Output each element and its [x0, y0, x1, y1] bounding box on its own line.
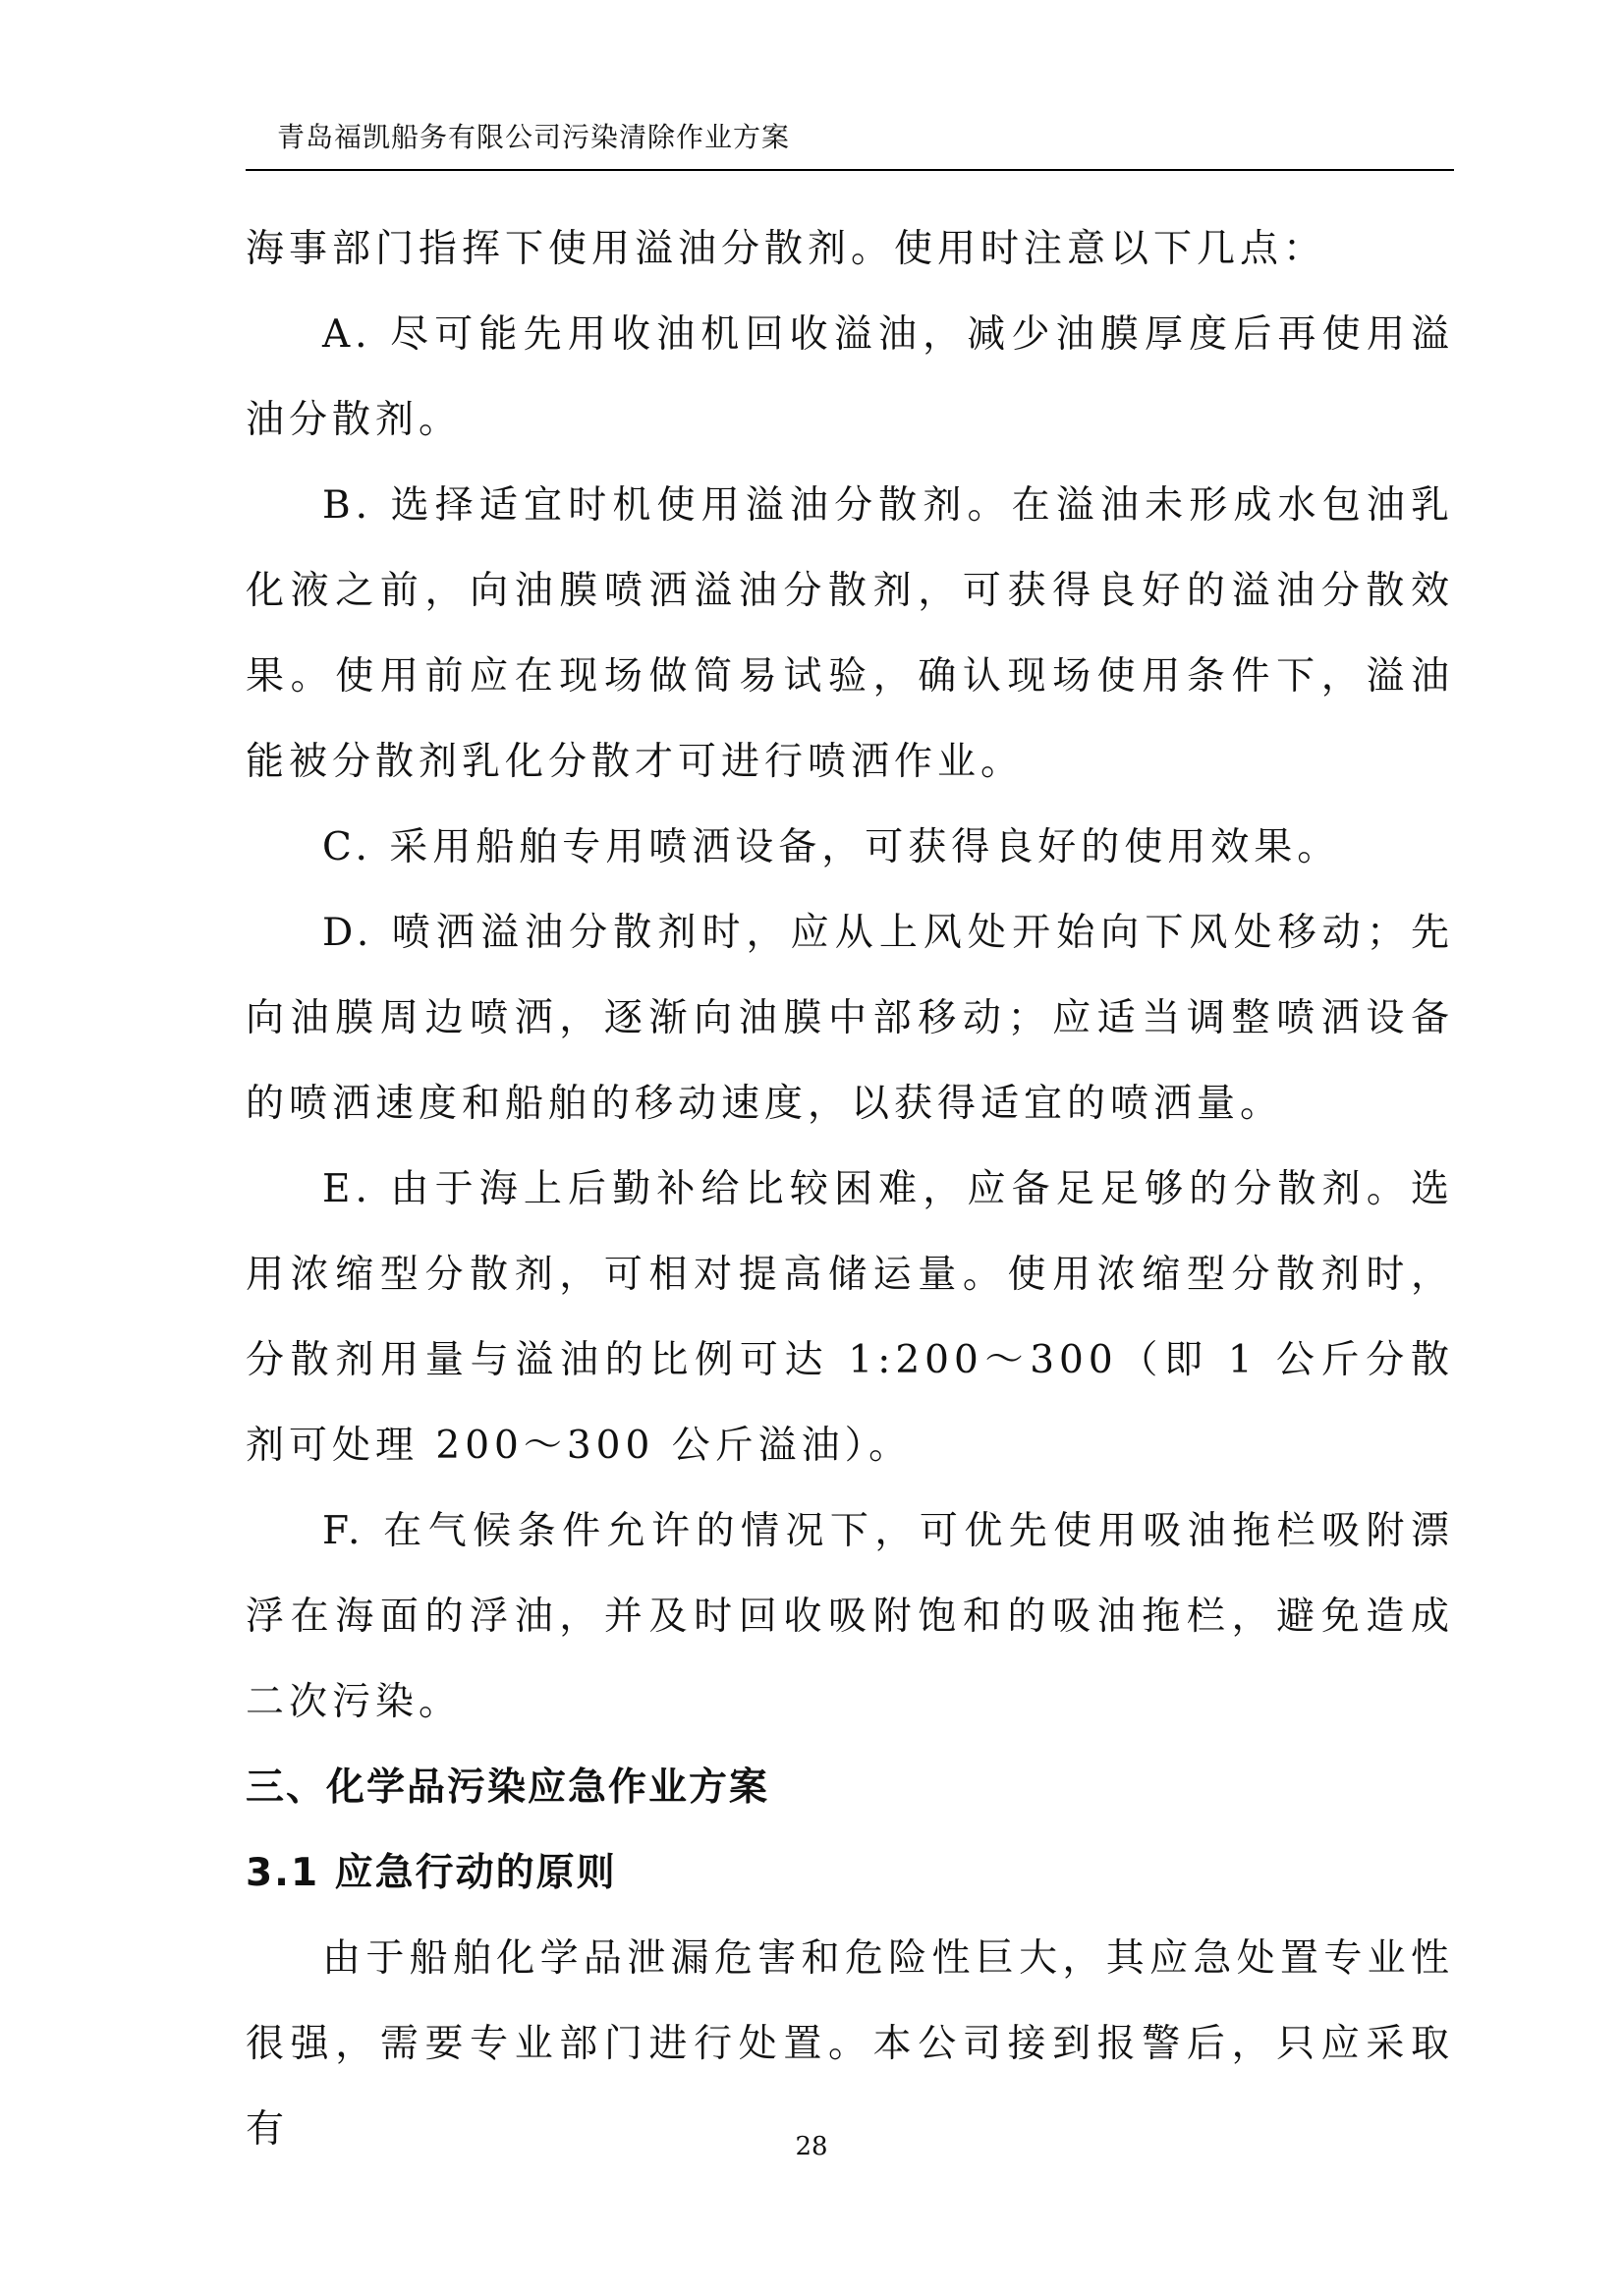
- paragraph-item-e: E. 由于海上后勤补给比较困难，应备足足够的分散剂。选用浓缩型分散剂，可相对提高储运量。使用浓缩型分散剂时，分散剂用量与溢油的比例可达 1:200～300（即 1 公斤分散剂可处理 200～300 公斤溢油）。: [246, 1167, 1454, 1468]
- page-number: 28: [795, 2132, 828, 2161]
- section-heading: 三、化学品污染应急作业方案: [246, 1765, 770, 1810]
- subsection-heading: 3.1 应急行动的原则: [246, 1851, 617, 1895]
- paragraph-item-d: D. 喷洒溢油分散剂时，应从上风处开始向下风处移动；先向油膜周边喷洒，逐渐向油膜中部移动；应适当调整喷洒设备的喷洒速度和船舶的移动速度，以获得适宜的喷洒量。: [246, 911, 1454, 1126]
- page-header: [246, 114, 1454, 171]
- document-body: [246, 206, 1454, 2172]
- paragraph-continuation: 海事部门指挥下使用溢油分散剂。使用时注意以下几点：: [246, 227, 1327, 271]
- paragraph-item-f: F. 在气候条件允许的情况下，可优先使用吸油拖栏吸附漂浮在海面的浮油，并及时回收吸附饱和的吸油拖栏，避免造成二次污染。: [246, 1509, 1454, 1724]
- paragraph-item-b: B. 选择适宜时机使用溢油分散剂。在溢油未形成水包油乳化液之前，向油膜喷洒溢油分散剂，可获得良好的溢油分散效果。使用前应在现场做简易试验，确认现场使用条件下，溢油能被分散剂乳化分散才可进行喷洒作业。: [246, 483, 1454, 784]
- header-title: 青岛福凯船务有限公司污染清除作业方案: [277, 121, 791, 153]
- paragraph-principles: 由于船舶化学品泄漏危害和危险性巨大，其应急处置专业性很强，需要专业部门进行处置。本公司接到报警后，只应采取有: [246, 1936, 1454, 2152]
- paragraph-item-a: A. 尽可能先用收油机回收溢油，减少油膜厚度后再使用溢油分散剂。: [246, 312, 1454, 442]
- paragraph-item-c: C. 采用船舶专用喷洒设备，可获得良好的使用效果。: [322, 825, 1341, 869]
